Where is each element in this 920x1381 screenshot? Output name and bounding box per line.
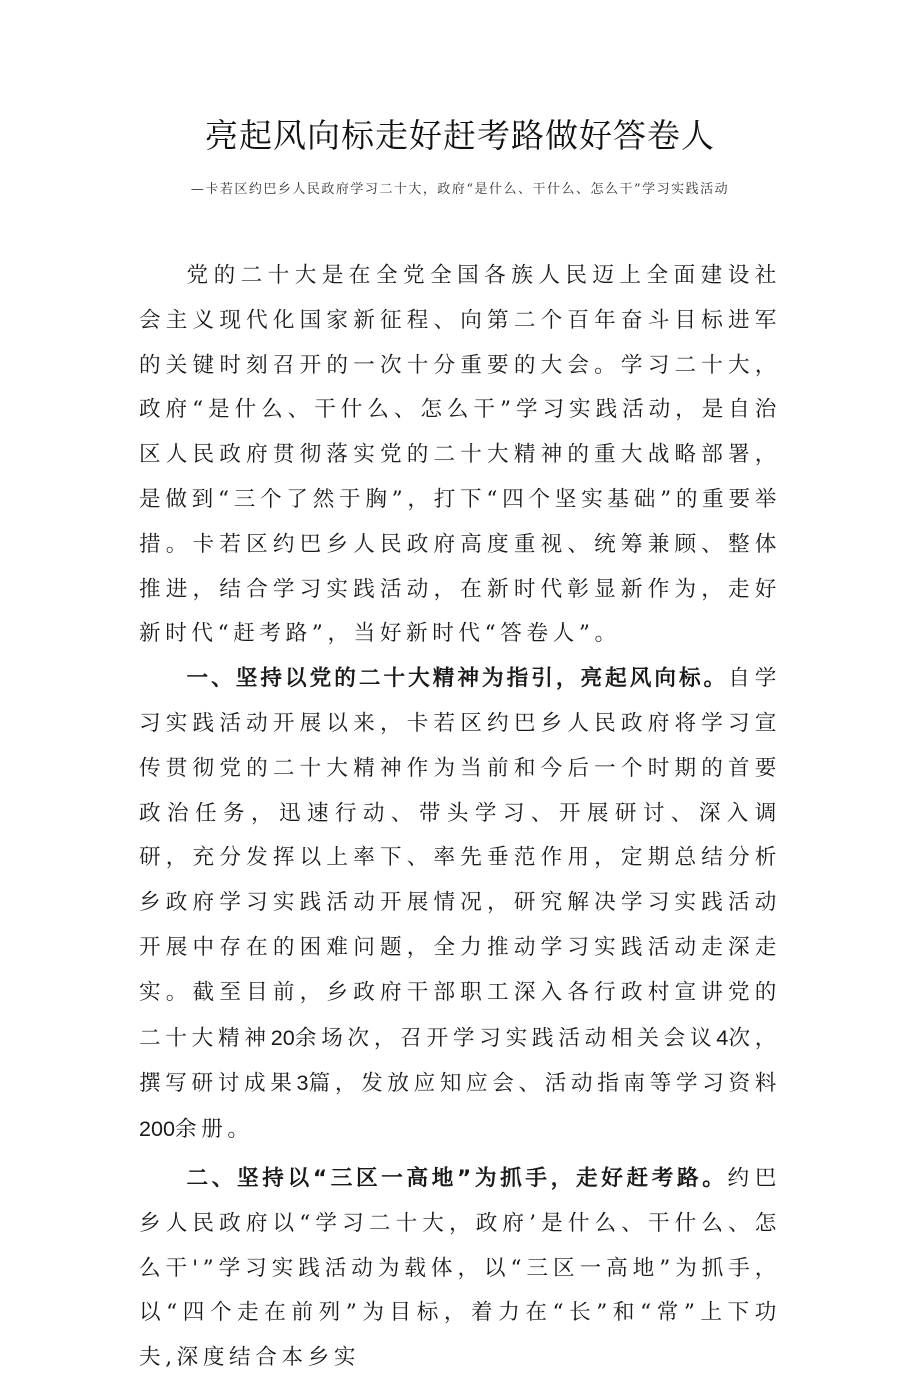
document-body: [139, 254, 781, 1381]
paragraph-section-1: [139, 657, 781, 1153]
stat-sessions: 20: [270, 1024, 295, 1050]
stat-meetings: 4: [716, 1024, 729, 1050]
stat-papers: 3: [296, 1070, 309, 1096]
document-subtitle: —卡若区约巴乡人民政府学习二十大，政府“是什么、干什么、怎么干”学习实践活动: [190, 182, 730, 197]
paragraph-text: 自学习实践活动开展以来，卡若区约巴乡人民政府将学习宣传贯彻党的二十大精神作为当前和今后一个时期的首要政治任务，迅速行动、带头学习、开展研讨、深入调研，充分发挥以上率下、率先垂范作用，定期总结分析乡政府学习实践活动开展情况，研究解决学习实践活动开展中存在的困难问题，全力推动学习实践活动走深走实。截至目前，乡政府干部职工深入各行政村宣讲党的二十大精神: [139, 666, 782, 1051]
paragraph-text: 党的二十大是在全党全国各族人民迈上全面建设社会主义现代化国家新征程、向第二个百年奋斗目标进军的关键时刻召开的一次十分重要的大会。学习二十大，政府“是什么、干什么、怎么干”学习实践活动，是自治区人民政府贯彻落实党的二十大精神的重大战略部署，是做到“三个了然于胸”，打下“四个坚实基础”的重要举措。卡若区约巴乡人民政府高度重视、统筹兼顾、整体推进，结合学习实践活动，在新时代彰显新作为，走好新时代“赶考路”，当好新时代“答卷人”。: [139, 263, 781, 647]
paragraph-section-2: [139, 1157, 781, 1381]
document-title: 亮起风向标走好赶考路做好答卷人: [205, 116, 715, 155]
stat-materials: 200: [139, 1116, 176, 1142]
paragraph-text: 余场次，召开学习实践活动相关会议: [294, 1025, 717, 1051]
paragraph-text: 余册。: [175, 1117, 254, 1143]
paragraph-text: 次，撰写研讨成果: [139, 1025, 781, 1097]
paragraph-intro: [139, 254, 781, 657]
section-2-heading: 二、坚持以“三区一高地”为抓手，走好赶考路。: [186, 1165, 728, 1191]
section-1-heading: 一、坚持以党的二十大精神为指引，亮起风向标。: [186, 666, 729, 692]
paragraph-text: 篇，发放应知应会、活动指南等学习资料: [308, 1071, 781, 1097]
paragraph-text: 约巴乡人民政府以“学习二十大，政府’是什么、干什么、怎么干'”学习实践活动为载体，以“三区一高地”为抓手，以“四个走在前列”为目标，着力在“长”和“常”上下功夫,深度结合本乡实: [139, 1165, 781, 1371]
